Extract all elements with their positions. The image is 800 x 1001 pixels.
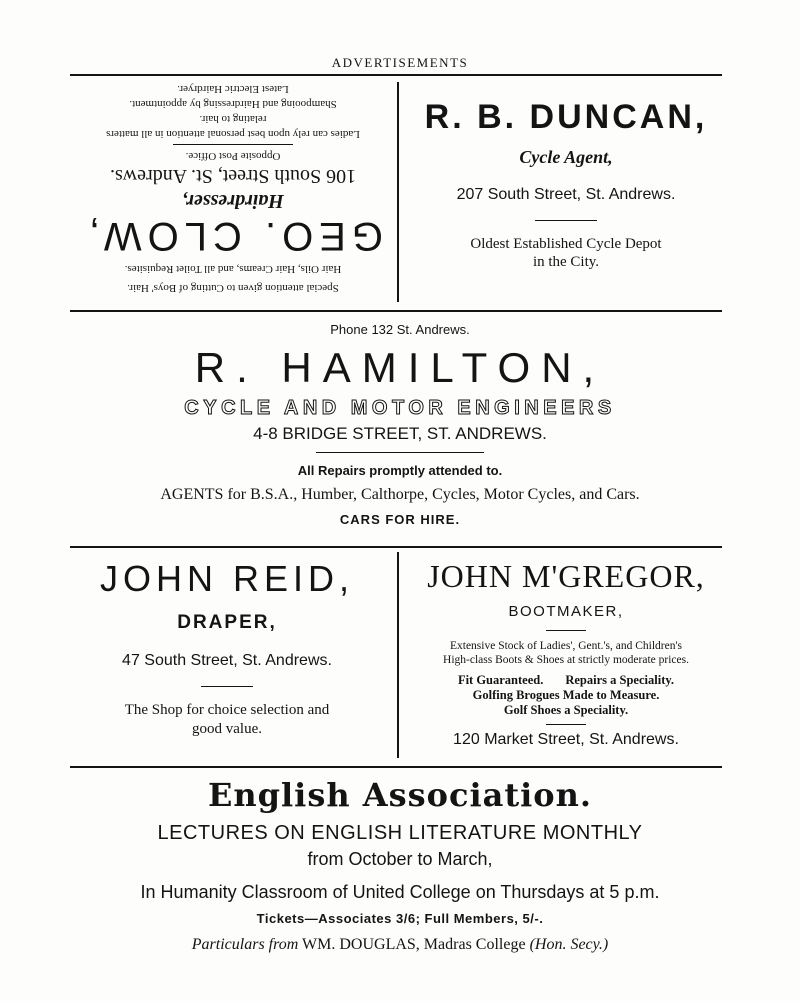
clow-line2: Hair Oils, Hair Creams, and all Toilet Requisites. [124,263,342,275]
reid-note1: The Shop for choice selection and [124,702,330,718]
john-mcgregor-ad [400,556,732,749]
duncan-separator [535,220,597,221]
hamilton-separator [316,452,484,453]
mcgregor-fit-row [400,673,732,688]
geo-clow-ad [70,82,396,300]
rule-4 [70,766,722,768]
ea-particulars-prefix: Particulars from [191,936,299,953]
rule-2 [70,310,722,312]
mcgregor-repairs: Repairs a Speciality. [565,673,675,687]
mcgregor-address: 120 Market Street, St. Andrews. [453,731,679,748]
ea-tickets: Tickets—Associates 3/6; Full Members, 5/-. [256,911,544,926]
hamilton-address: 4-8 BRIDGE STREET, ST. ANDREWS. [253,424,547,443]
ea-particulars-name: WM. DOUGLAS, Madras College [302,936,526,953]
clow-trade: Hairdresser, [182,190,284,212]
reid-name: JOHN REID, [99,558,354,599]
hamilton-agents: AGENTS for B.S.A., Humber, Calthorpe, Cycles, Motor Cycles, and Cars. [160,486,640,503]
reid-note2: good value. [192,721,262,737]
john-reid-ad [62,556,392,739]
ea-period: from October to March, [307,849,493,869]
mcgregor-fit: Fit Guaranteed. [457,673,544,687]
clow-address: 106 South Street, St. Andrews. [109,165,357,187]
mcgregor-separator [546,630,586,631]
clow-opposite: Opposite Post Office. [185,150,281,162]
rule-3 [70,546,722,548]
duncan-note2: in the City. [532,254,600,270]
hamilton-hire: CARS FOR HIRE. [339,512,461,527]
hamilton-repairs: All Repairs promptly attended to. [297,463,503,478]
hamilton-trade: CYCLE AND MOTOR ENGINEERS [184,397,616,419]
clow-electric: Latest Electric Hairdryer. [177,83,289,95]
clow-shampoo: Shampooing and Hairdressing by appointment. [129,98,337,110]
mcgregor-stock2: High-class Boots & Shoes at strictly moderate prices. [443,654,689,666]
clow-name: GEO. CLOW, [82,214,384,258]
top-rule [70,74,722,76]
ea-title: English Association. [207,776,593,814]
mcgregor-golf: Golf Shoes a Speciality. [503,703,629,717]
reid-separator [201,686,253,687]
reid-address: 47 South Street, St. Andrews. [122,652,332,669]
duncan-ad [402,82,730,300]
duncan-trade: Cycle Agent, [519,147,613,167]
hamilton-phone: Phone 132 St. Andrews. [330,322,470,337]
clow-separator [173,144,293,145]
clow-ladies1: Ladies can rely upon best personal attention in all matters [106,128,360,140]
ea-venue: In Humanity Classroom of United College on Thursdays at 5 p.m. [140,882,660,902]
mcgregor-name: JOHN M'GREGOR, [427,558,705,594]
clow-ladies2: relating to hair. [199,113,267,125]
ea-lectures: LECTURES ON ENGLISH LITERATURE MONTHLY [157,822,643,844]
ea-particulars-suffix: (Hon. Secy.) [529,936,609,953]
mcgregor-trade: BOOTMAKER, [508,603,624,620]
hamilton-ad [60,322,740,527]
duncan-address: 207 South Street, St. Andrews. [456,186,676,203]
top-divider [397,82,399,302]
mcgregor-stock1: Extensive Stock of Ladies', Gent.'s, and Children's [449,640,683,652]
english-association-ad [40,776,760,954]
reid-trade: DRAPER, [177,612,277,633]
mcgregor-separator2 [546,724,586,725]
middle-divider [397,552,399,758]
ea-particulars [40,936,760,954]
mcgregor-golfing: Golfing Brogues Made to Measure. [472,688,660,702]
hamilton-name: R. HAMILTON, [194,344,606,391]
clow-line1: Special attention given to Cutting of Boys' Hair. [127,282,339,294]
duncan-name: R. B. DUNCAN, [424,98,708,136]
duncan-note1: Oldest Established Cycle Depot [470,236,662,252]
page-header: ADVERTISEMENTS [331,55,469,70]
